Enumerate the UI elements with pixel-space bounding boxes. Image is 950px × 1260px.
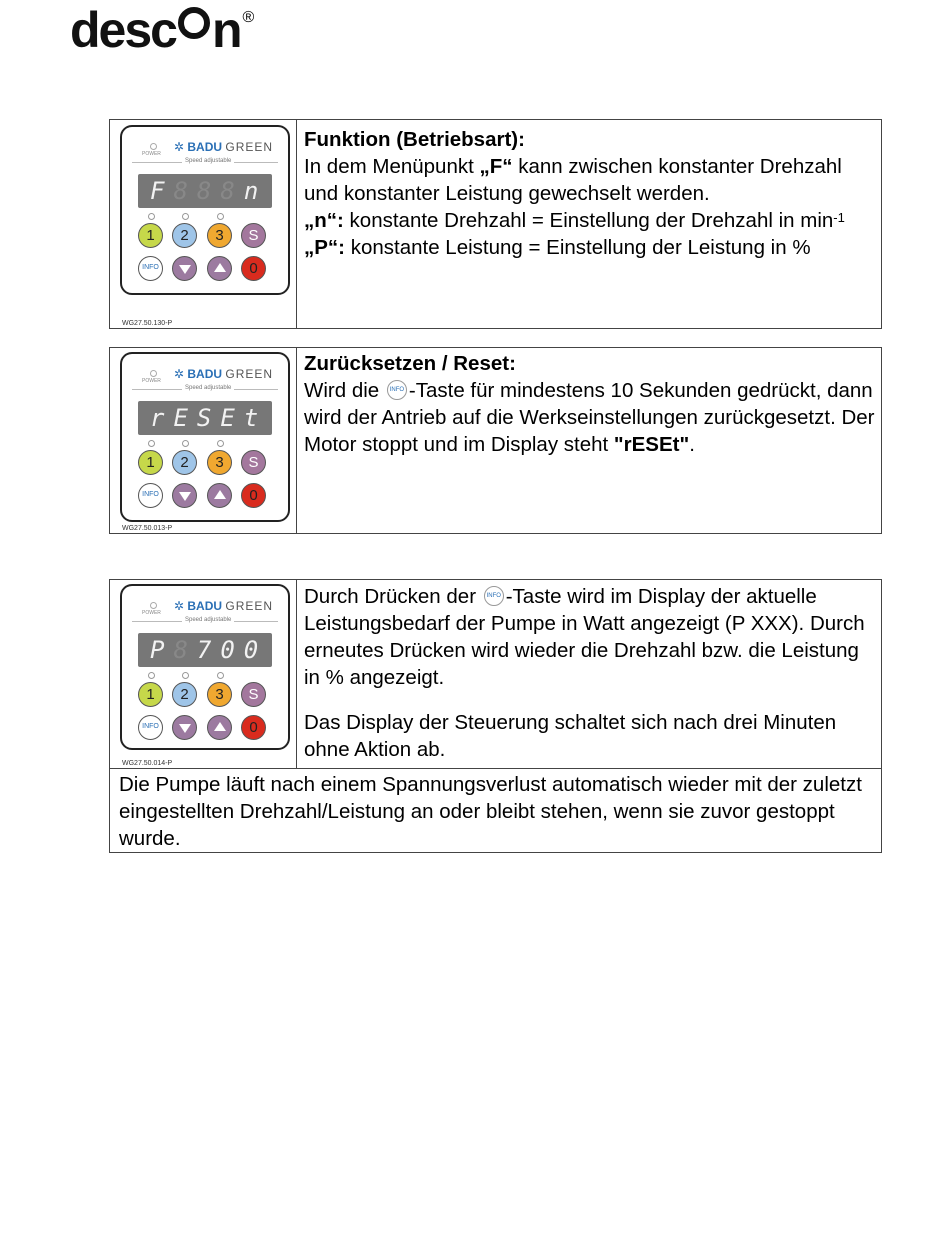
text: kann zwischen konstanter Drehzahl und konstanter Leistung gewechselt werden. [304,155,842,205]
speed-label: Speed adjustable [182,617,234,623]
paragraph [304,207,875,234]
section-text [304,350,875,458]
text: . [689,433,695,456]
text: -Taste wird im Display der aktuelle Leistungsbedarf der Pumpe in Watt angezeigt (P XXX). Durch erneutes Drücken wird wieder die Drehzahl bzw. die Leistung in % angezeigt. [304,585,865,689]
info-button: INFO [138,256,163,281]
spacer [304,691,875,709]
control-panel-image [120,352,290,522]
display-char-end: n [243,177,268,205]
display-char-start: F [150,177,174,205]
power-led [150,602,157,609]
key-s-button: S [241,223,266,248]
section-heading: Funktion (Betriebsart): [304,128,525,151]
up-arrow-icon [214,722,226,731]
superscript: -1 [833,210,845,225]
section-funktion [109,119,882,329]
down-arrow-icon [179,265,191,274]
bold-text: „n“: [304,209,344,232]
display-char-end: 700 [196,636,268,664]
down-arrow-icon [179,492,191,501]
key-s-button: S [241,682,266,707]
key-2-button: 2 [172,682,197,707]
display-dim-digit: 8 [173,636,197,664]
bold-text: "rESEt" [613,433,690,456]
section-reset [109,347,882,534]
seven-segment-display [138,401,272,435]
up-arrow-button [207,483,232,508]
brand-badu: BADU [187,599,223,613]
up-arrow-icon [214,263,226,272]
seven-segment-display [138,633,272,667]
key-2-button: 2 [172,223,197,248]
display-text [150,177,267,205]
bold-text: „F“ [479,155,513,178]
note-text: Die Pumpe läuft nach einem Spannungsverlust automatisch wieder mit der zuletzt eingestellten Drehzahl/Leistung an oder bleibt stehen, wenn sie zuvor gestoppt wurde. [119,773,862,850]
key-1-button: 1 [138,682,163,707]
power-label: POWER [142,610,161,616]
device-image-cell [110,120,297,328]
text: -Taste für mindestens 10 Sekunden gedrückt, dann wird der Antrieb auf die Werkseinstellungen zurückgesetzt. Der Motor stoppt und im Display steht [304,379,875,456]
info-icon: INFO [387,380,407,400]
paragraph [304,234,875,261]
key-0-button: 0 [241,483,266,508]
brand-badu: BADU [187,367,223,381]
speed-label: Speed adjustable [182,385,234,391]
power-led [150,143,157,150]
down-arrow-icon [179,724,191,733]
power-label: POWER [142,151,161,157]
up-arrow-icon [214,490,226,499]
descon-logo [70,4,254,56]
info-icon: INFO [484,586,504,606]
key-s-button: S [241,450,266,475]
image-code: WG27.50.014-P [122,760,173,767]
brand-label: ✲ BADU GREEN [174,599,274,613]
display-char-start: P [150,636,174,664]
key-1-button: 1 [138,450,163,475]
control-panel-image [120,584,290,750]
brand-green: GREEN [225,599,274,613]
device-image-cell [110,348,297,533]
section-info [109,579,882,769]
info-button: INFO [138,715,163,740]
bold-text: „P“: [304,236,345,259]
up-arrow-button [207,715,232,740]
logo-text-end: n [211,2,241,58]
control-panel-image [120,125,290,295]
power-led [150,370,157,377]
brand-green: GREEN [225,140,274,154]
text: Wird die [304,379,385,402]
key-1-button: 1 [138,223,163,248]
seven-segment-display [138,174,272,208]
down-arrow-button [172,715,197,740]
brand-badu: BADU [187,140,223,154]
power-label: POWER [142,378,161,384]
paragraph: Das Display der Steuerung schaltet sich nach drei Minuten ohne Aktion ab. [304,711,837,761]
text: konstante Leistung = Einstellung der Leistung in % [345,236,811,259]
device-image-cell [110,580,297,768]
logo-text-start: desc [70,2,176,58]
text: In dem Menüpunkt [304,155,480,178]
speed-label: Speed adjustable [182,158,234,164]
up-arrow-button [207,256,232,281]
note-box [109,768,882,853]
paragraph [304,377,875,458]
section-text [304,126,875,261]
brand-green: GREEN [225,367,274,381]
display-text [150,636,267,664]
display-dim-digits: 888 [173,177,244,205]
text: Durch Drücken der [304,585,482,608]
key-3-button: 3 [207,450,232,475]
down-arrow-button [172,256,197,281]
key-3-button: 3 [207,223,232,248]
registered-mark: ® [242,9,255,26]
brand-label: ✲ BADU GREEN [174,140,274,154]
key-2-button: 2 [172,450,197,475]
logo-swirl-icon [177,6,211,40]
section-text [304,583,875,763]
key-3-button: 3 [207,682,232,707]
section-heading: Zurücksetzen / Reset: [304,352,516,375]
text: konstante Drehzahl = Einstellung der Drehzahl in min [343,209,834,232]
info-button: INFO [138,483,163,508]
display-text: rESEt [150,404,268,432]
image-code: WG27.50.130-P [122,320,173,327]
image-code: WG27.50.013-P [122,525,173,532]
key-0-button: 0 [241,715,266,740]
key-0-button: 0 [241,256,266,281]
brand-label: ✲ BADU GREEN [174,367,274,381]
paragraph [304,153,875,207]
paragraph [304,583,875,691]
down-arrow-button [172,483,197,508]
